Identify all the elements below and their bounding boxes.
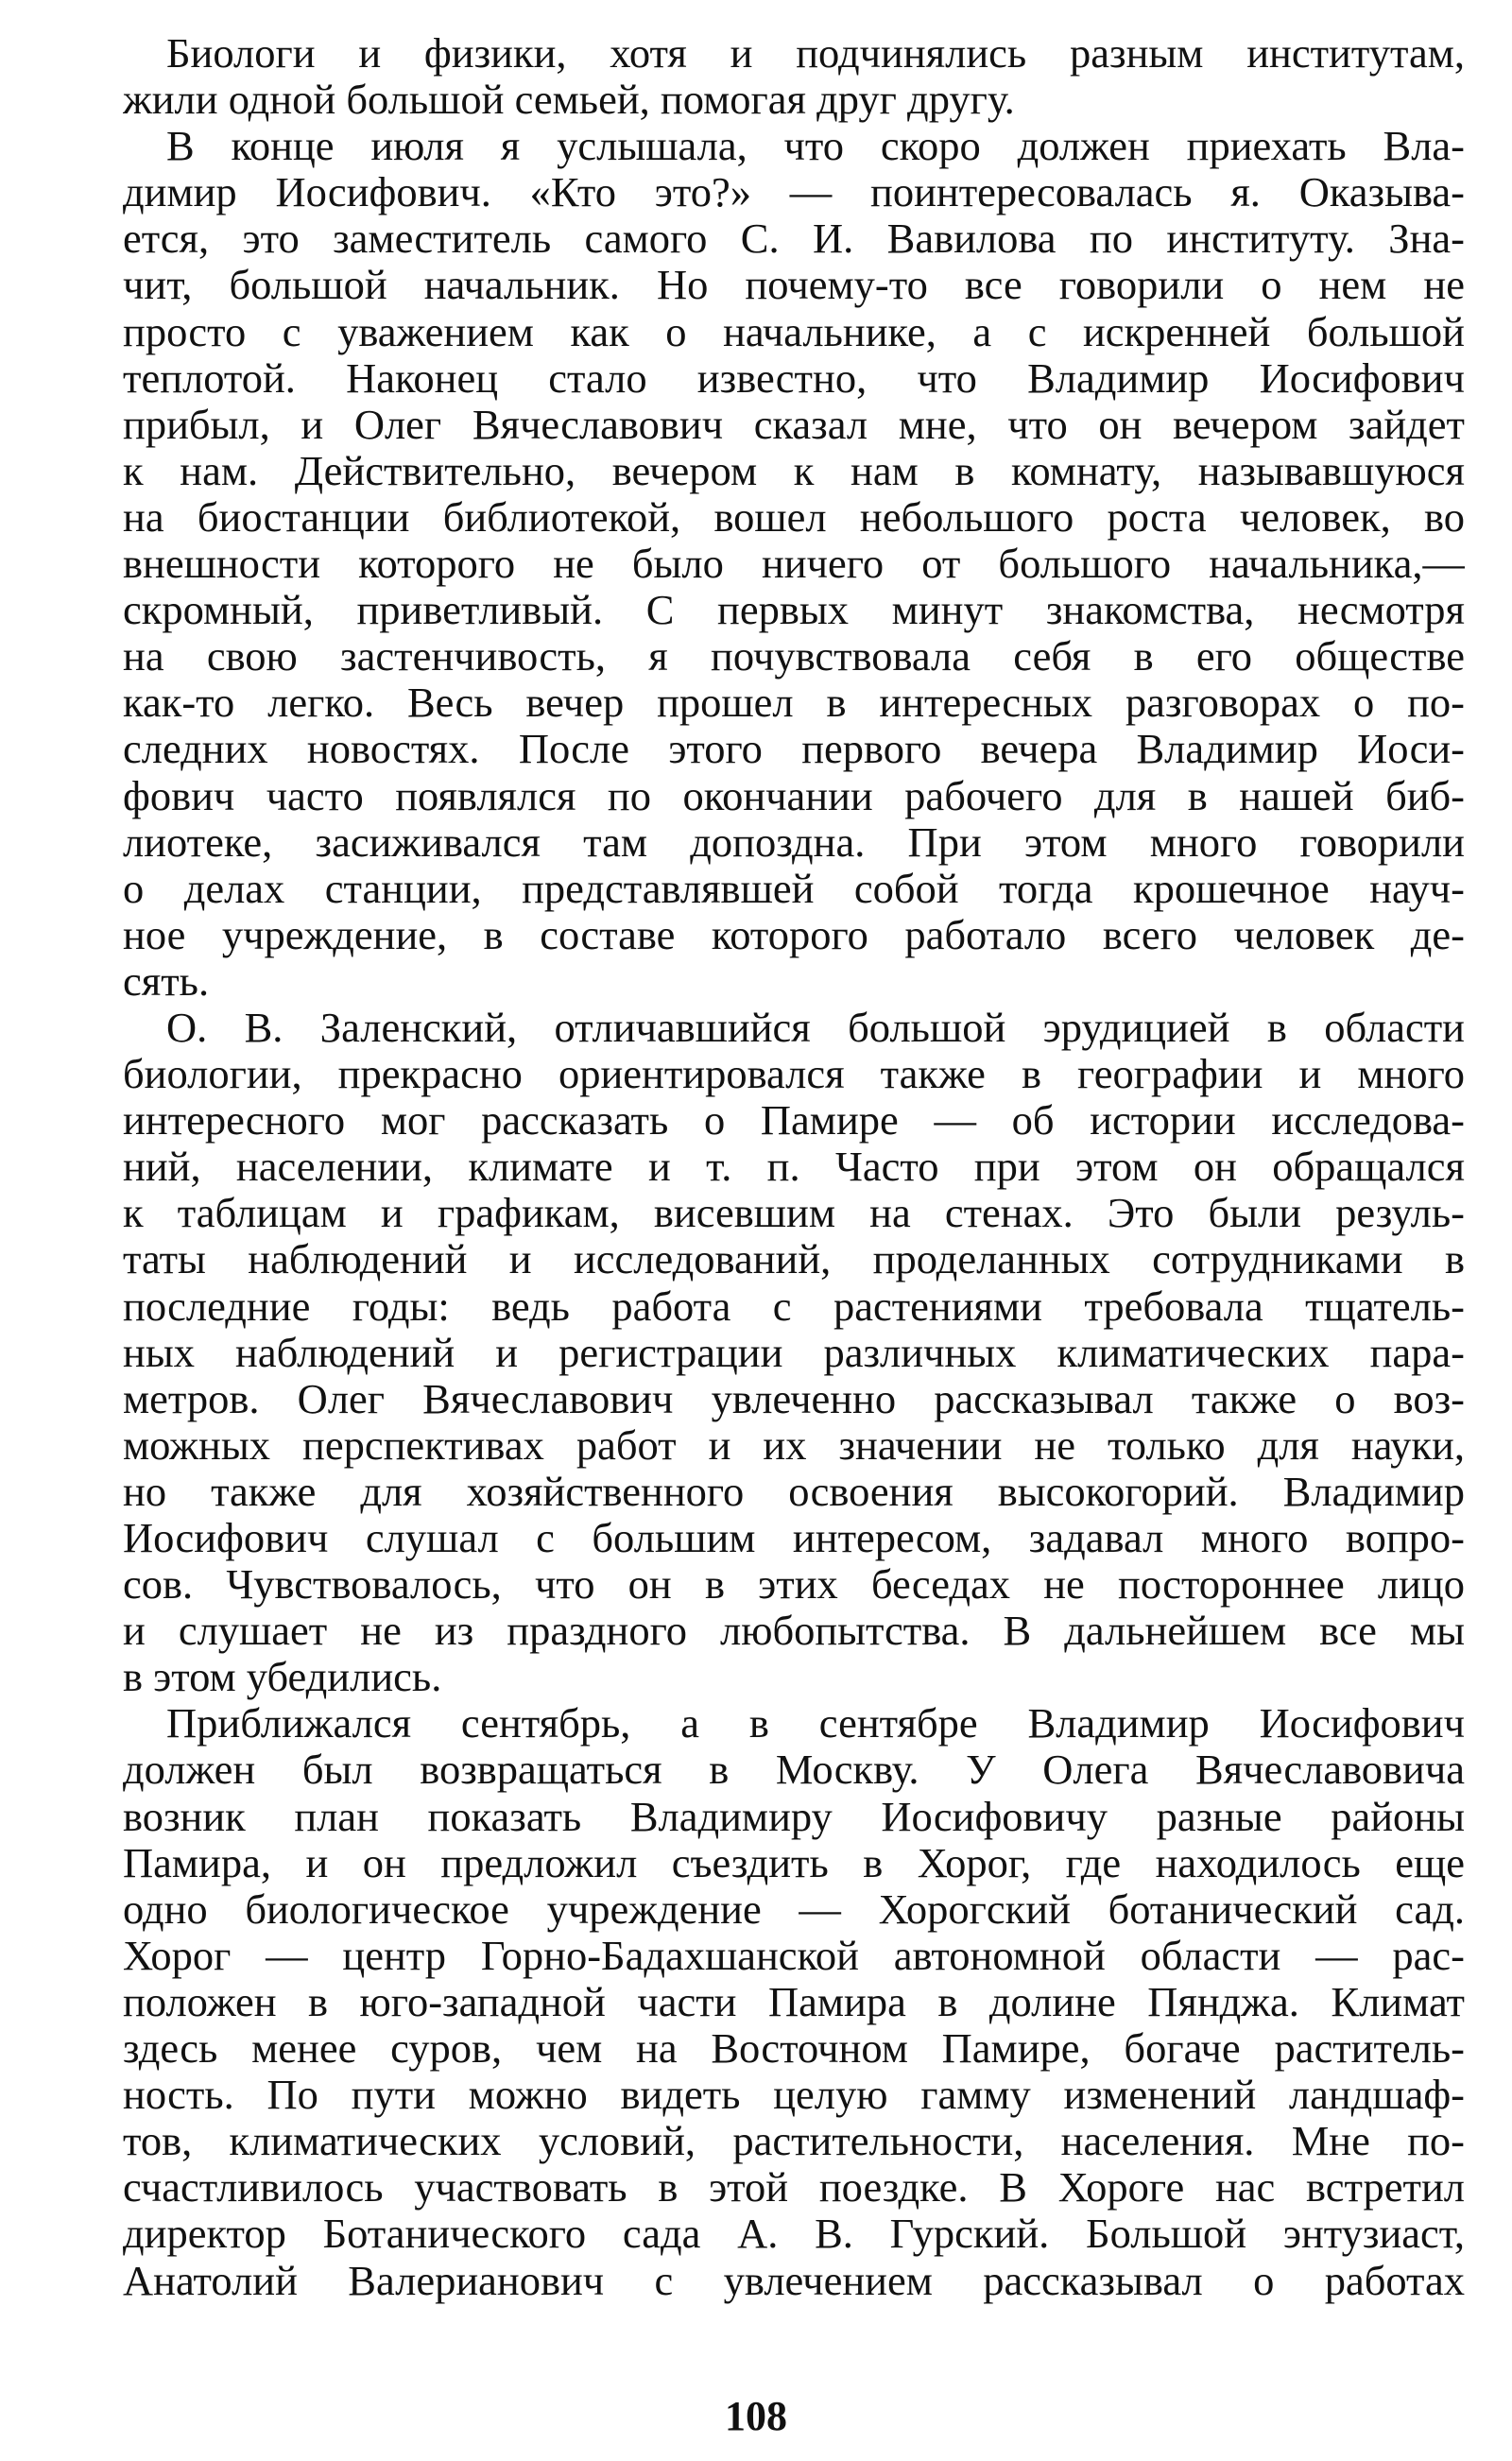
text-line: В конце июля я услышала, что скоро должен приехать Вла-	[166, 123, 1465, 170]
text-line: возник план показать Владимиру Иосифовичу разные районы	[123, 1793, 1465, 1840]
text-line: тов, климатических условий, растительности, населения. Мне по-	[123, 2118, 1465, 2165]
text-line: положен в юго-западной части Памира в долине Пянджа. Климат	[123, 1978, 1465, 2025]
text-line: здесь менее суров, чем на Восточном Памире, богаче раститель-	[123, 2025, 1465, 2073]
paragraph	[123, 1005, 1465, 1700]
text-line: О. В. Заленский, отличавшийся большой эрудицией в области	[166, 1004, 1465, 1051]
text-line: следних новостях. После этого первого вечера Владимир Иоси-	[123, 726, 1465, 773]
text-line: счастливилось участвовать в этой поездке. В Хороге нас встретил	[123, 2164, 1465, 2211]
paragraph	[123, 30, 1465, 123]
text-line: биологии, прекрасно ориентировался также в географии и много	[123, 1051, 1465, 1098]
text-line: теплотой. Наконец стало известно, что Владимир Иосифович	[123, 354, 1465, 402]
text-line: интересного мог рассказать о Памире — об истории исследова-	[123, 1097, 1465, 1144]
text-line: чит, большой начальник. Но почему-то все говорили о нем не	[123, 262, 1465, 309]
text-line: ется, это заместитель самого С. И. Вавилова по институту. Зна-	[123, 215, 1465, 263]
text-line: Приближался сентябрь, а в сентябре Владимир Иосифович	[166, 1700, 1465, 1747]
text-line: скромный, приветливый. С первых минут знакомства, несмотря	[123, 587, 1465, 634]
text-line: ных наблюдений и регистрации различных климатических пара-	[123, 1329, 1465, 1376]
text-line: внешности которого не было ничего от большого начальника,—	[123, 541, 1465, 588]
text-line: таты наблюдений и исследований, проделанных сотрудниками в	[123, 1236, 1465, 1283]
text-line: Иосифович слушал с большим интересом, задавал много вопро-	[123, 1515, 1465, 1561]
text-line: ное учреждение, в составе которого работало всего человек де-	[123, 911, 1465, 958]
text-line: Анатолий Валерианович с увлечением рассказывал о работах	[123, 2257, 1465, 2304]
text-line: к таблицам и графикам, висевшим на стенах. Это были резуль-	[123, 1190, 1465, 1237]
text-line: о делах станции, представлявшей собой тогда крошечное науч-	[123, 865, 1465, 912]
text-line: просто с уважением как о начальнике, а с искренней большой	[123, 308, 1465, 355]
text-line: директор Ботанического сада А. В. Гурский. Большой энтузиаст,	[123, 2211, 1465, 2258]
text-line: Биологи и физики, хотя и подчинялись разным институтам,	[166, 30, 1465, 77]
text-line: в этом убедились.	[123, 1654, 442, 1701]
text-line: как-то легко. Весь вечер прошел в интересных разговорах о по-	[123, 680, 1465, 727]
text-line: одно биологическое учреждение — Хорогский ботанический сад.	[123, 1885, 1465, 1933]
text-line: Хорог — центр Горно-Бадахшанской автономной области — рас-	[123, 1932, 1465, 1979]
text-line: сов. Чувствовалось, что он в этих беседах не постороннее лицо	[123, 1561, 1465, 1609]
page-number: 108	[725, 2393, 787, 2439]
text-line: но также для хозяйственного освоения высокогорий. Владимир	[123, 1468, 1465, 1515]
text-line: жили одной большой семьей, помогая друг другу.	[123, 77, 1015, 124]
text-line: ность. По пути можно видеть целую гамму изменений ландшаф-	[123, 2072, 1465, 2119]
text-line: лиотеке, засиживался там допоздна. При этом много говорили	[123, 818, 1465, 866]
page-body	[123, 30, 1465, 2304]
text-line: на биостанции библиотекой, вошел небольшого роста человек, во	[123, 493, 1465, 541]
text-line: димир Иосифович. «Кто это?» — поинтересовалась я. Оказыва-	[123, 169, 1465, 216]
text-line: прибыл, и Олег Вячеславович сказал мне, что он вечером зайдет	[123, 401, 1465, 448]
text-line: фович часто появлялся по окончании рабочего для в нашей биб-	[123, 772, 1465, 819]
text-line: метров. Олег Вячеславович увлеченно рассказывал также о воз-	[123, 1375, 1465, 1422]
paragraph	[123, 123, 1465, 1005]
text-line: должен был возвращаться в Москву. У Олега Вячеславовича	[123, 1747, 1465, 1794]
text-line: к нам. Действительно, вечером к нам в комнату, называвшуюся	[123, 447, 1465, 494]
text-line: сять.	[123, 957, 210, 1005]
text-line: последние годы: ведь работа с растениями требовала тщатель-	[123, 1282, 1465, 1330]
text-line: можных перспективах работ и их значении не только для науки,	[123, 1421, 1465, 1469]
text-line: на свою застенчивость, я почувствовала себя в его обществе	[123, 633, 1465, 680]
paragraph	[123, 1700, 1465, 2303]
text-line: Памира, и он предложил съездить в Хорог, где находилось еще	[123, 1839, 1465, 1886]
text-line: и слушает не из праздного любопытства. В дальнейшем все мы	[123, 1608, 1465, 1655]
text-line: ний, населении, климате и т. п. Часто при этом он обращался	[123, 1144, 1465, 1191]
